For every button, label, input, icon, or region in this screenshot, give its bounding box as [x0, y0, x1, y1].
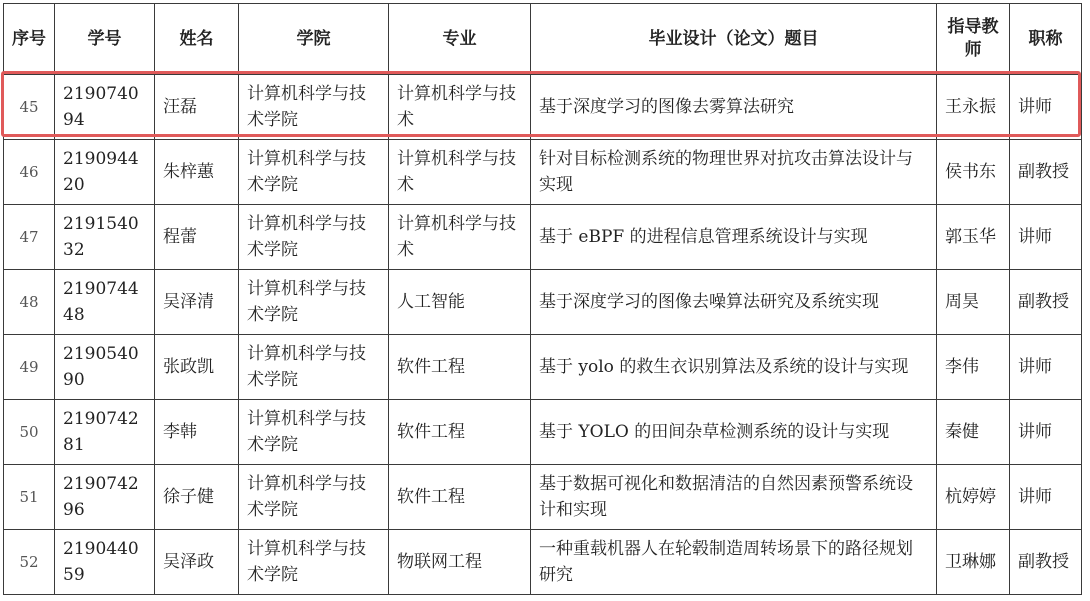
cell-title: 针对目标检测系统的物理世界对抗攻击算法设计与实现: [531, 140, 937, 205]
cell-title: 基于 eBPF 的进程信息管理系统设计与实现: [531, 205, 937, 270]
cell-seq: 52: [4, 530, 55, 595]
header-major: 专业: [389, 4, 531, 75]
cell-college: 计算机科学与技术学院: [239, 205, 389, 270]
cell-advisor: 王永振: [937, 75, 1010, 140]
cell-name: 朱梓蕙: [155, 140, 239, 205]
cell-major: 计算机科学与技术: [389, 75, 531, 140]
cell-name: 吴泽政: [155, 530, 239, 595]
cell-major: 软件工程: [389, 400, 531, 465]
cell-college: 计算机科学与技术学院: [239, 140, 389, 205]
cell-student-id: 219044059: [55, 530, 155, 595]
cell-seq: 47: [4, 205, 55, 270]
cell-student-id: 219074281: [55, 400, 155, 465]
cell-rank: 副教授: [1010, 270, 1082, 335]
table-row: [4, 335, 1082, 400]
cell-name: 徐子健: [155, 465, 239, 530]
cell-student-id: 219074448: [55, 270, 155, 335]
cell-student-id: 219074296: [55, 465, 155, 530]
table-header-row: [4, 4, 1082, 75]
cell-advisor: 杭婷婷: [937, 465, 1010, 530]
cell-seq: 46: [4, 140, 55, 205]
cell-rank: 讲师: [1010, 465, 1082, 530]
cell-college: 计算机科学与技术学院: [239, 335, 389, 400]
cell-college: 计算机科学与技术学院: [239, 75, 389, 140]
cell-title: 基于深度学习的图像去噪算法研究及系统实现: [531, 270, 937, 335]
cell-title: 一种重载机器人在轮毂制造周转场景下的路径规划研究: [531, 530, 937, 595]
table-row: [4, 465, 1082, 530]
header-college: 学院: [239, 4, 389, 75]
thesis-topic-table: [3, 3, 1082, 595]
header-student-id: 学号: [55, 4, 155, 75]
cell-college: 计算机科学与技术学院: [239, 465, 389, 530]
cell-college: 计算机科学与技术学院: [239, 270, 389, 335]
header-name: 姓名: [155, 4, 239, 75]
cell-major: 计算机科学与技术: [389, 140, 531, 205]
cell-seq: 49: [4, 335, 55, 400]
cell-rank: 讲师: [1010, 75, 1082, 140]
cell-advisor: 周昊: [937, 270, 1010, 335]
cell-name: 吴泽清: [155, 270, 239, 335]
cell-major: 物联网工程: [389, 530, 531, 595]
cell-advisor: 秦健: [937, 400, 1010, 465]
header-seq: 序号: [4, 4, 55, 75]
table-row: [4, 400, 1082, 465]
cell-student-id: 219074094: [55, 75, 155, 140]
cell-title: 基于数据可视化和数据清洁的自然因素预警系统设计和实现: [531, 465, 937, 530]
cell-major: 计算机科学与技术: [389, 205, 531, 270]
cell-advisor: 郭玉华: [937, 205, 1010, 270]
cell-seq: 51: [4, 465, 55, 530]
cell-major: 人工智能: [389, 270, 531, 335]
cell-advisor: 卫琳娜: [937, 530, 1010, 595]
cell-major: 软件工程: [389, 335, 531, 400]
cell-rank: 讲师: [1010, 205, 1082, 270]
cell-rank: 讲师: [1010, 335, 1082, 400]
table-row: [4, 140, 1082, 205]
cell-title: 基于深度学习的图像去雾算法研究: [531, 75, 937, 140]
cell-rank: 副教授: [1010, 140, 1082, 205]
cell-student-id: 219154032: [55, 205, 155, 270]
cell-major: 软件工程: [389, 465, 531, 530]
table-row: [4, 270, 1082, 335]
cell-name: 张政凯: [155, 335, 239, 400]
cell-title: 基于 yolo 的救生衣识别算法及系统的设计与实现: [531, 335, 937, 400]
header-title: 毕业设计（论文）题目: [531, 4, 937, 75]
cell-rank: 讲师: [1010, 400, 1082, 465]
cell-name: 汪磊: [155, 75, 239, 140]
header-rank: 职称: [1010, 4, 1082, 75]
table-row: [4, 75, 1082, 140]
cell-college: 计算机科学与技术学院: [239, 400, 389, 465]
cell-seq: 48: [4, 270, 55, 335]
cell-seq: 45: [4, 75, 55, 140]
cell-title: 基于 YOLO 的田间杂草检测系统的设计与实现: [531, 400, 937, 465]
header-advisor: 指导教师: [937, 4, 1010, 75]
cell-college: 计算机科学与技术学院: [239, 530, 389, 595]
cell-seq: 50: [4, 400, 55, 465]
cell-name: 程蕾: [155, 205, 239, 270]
cell-advisor: 侯书东: [937, 140, 1010, 205]
cell-student-id: 219094420: [55, 140, 155, 205]
table-row: [4, 530, 1082, 595]
cell-student-id: 219054090: [55, 335, 155, 400]
cell-name: 李韩: [155, 400, 239, 465]
cell-advisor: 李伟: [937, 335, 1010, 400]
table-row: [4, 205, 1082, 270]
cell-rank: 副教授: [1010, 530, 1082, 595]
